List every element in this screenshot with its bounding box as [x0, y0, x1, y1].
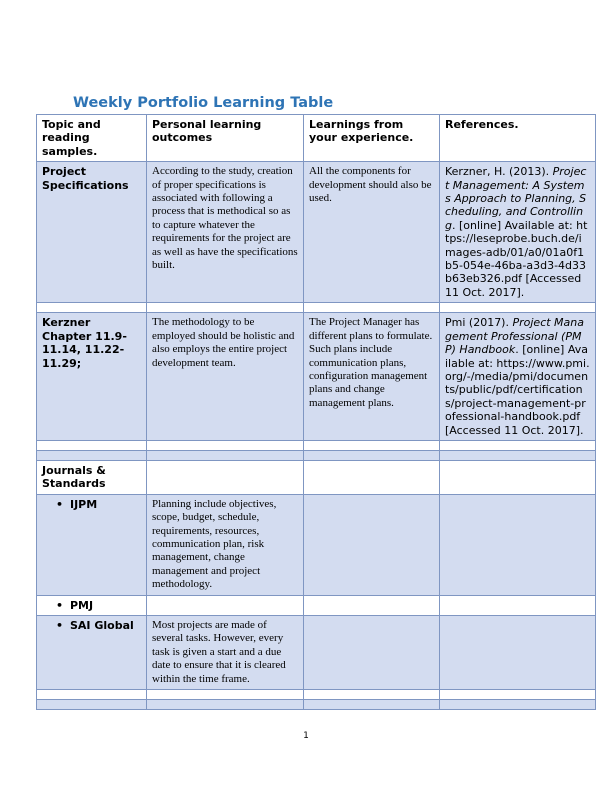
table-row [37, 616, 596, 690]
topic-cell [37, 616, 147, 690]
table-row [37, 595, 596, 615]
reference-author: Kerzner, H. (2013). [445, 165, 553, 179]
outcomes-cell: According to the study, creation of proper specifications is associated with following a process that is methodical so as to capture whatever the requirements for the project are as well as have the specifications built. [147, 162, 304, 303]
reference-cell [440, 162, 596, 303]
experience-cell: The Project Manager has different plans to formulate. Such plans include communication plans, configuration management plans and change management plans. [304, 313, 440, 441]
outcomes-cell: Planning include objectives, scope, budget, schedule, requirements, resources, communication plan, risk management, change management and project methodology. [147, 494, 304, 595]
experience-cell: All the components for development should also be used. [304, 162, 440, 303]
table-row [37, 162, 596, 303]
spacer-row [37, 450, 596, 460]
bullet-icon: • [56, 598, 64, 612]
header-experience: Learnings from your experience. [304, 115, 440, 162]
reference-details: . [online] Available at: https://leseprobe.buch.de/images-adb/01/a0/01a0f1b5-054e-46ba-a3d3-4d33b63eb326.pdf [Accessed 11 Oct. 2017]. [445, 218, 588, 299]
table-row [37, 313, 596, 441]
bullet-icon: • [56, 619, 64, 632]
spacer-row [37, 700, 596, 710]
topic-cell: Journals & Standards [37, 460, 147, 494]
header-outcomes: Personal learning outcomes [147, 115, 304, 162]
spacer-row [37, 690, 596, 700]
table-row [37, 494, 596, 595]
table-header-row [37, 115, 596, 162]
outcomes-cell: The methodology to be employed should be holistic and also employs the entire project development team. [147, 313, 304, 441]
topic-cell: Project Specifications [37, 162, 147, 303]
topic-cell [37, 494, 147, 595]
topic-cell [37, 595, 147, 615]
spacer-row [37, 440, 596, 450]
outcomes-cell: Most projects are made of several tasks. However, every task is given a start and a due date to ensure that it is cleared within the time frame. [147, 616, 304, 690]
reference-title: Project Management Professional (PMP) Handbook [445, 316, 584, 357]
reference-title: Project Management: A Systems Approach to Planning, Scheduling, and Controlling [445, 165, 587, 232]
bullet-label: SAI Global [70, 619, 134, 632]
bullet-label: IJPM [70, 497, 98, 511]
spacer-row [37, 303, 596, 313]
page-number: 1 [303, 731, 309, 741]
bullet-icon: • [56, 497, 64, 511]
reference-cell [440, 313, 596, 441]
topic-cell: Kerzner Chapter 11.9-11.14, 11.22-11.29; [37, 313, 147, 441]
reference-author: Pmi (2017). [445, 316, 513, 330]
header-references: References. [440, 115, 596, 162]
header-topic: Topic and reading samples. [37, 115, 147, 162]
table-row [37, 460, 596, 494]
portfolio-table [36, 114, 596, 710]
page-title: Weekly Portfolio Learning Table [73, 95, 334, 111]
reference-details: . [online] Available at: https://www.pmi.org/-/media/pmi/documents/public/pdf/certifications/project-management-professional-handbook.pdf [Accessed 11 Oct. 2017]. [445, 343, 590, 437]
bullet-label: PMJ [70, 598, 94, 612]
